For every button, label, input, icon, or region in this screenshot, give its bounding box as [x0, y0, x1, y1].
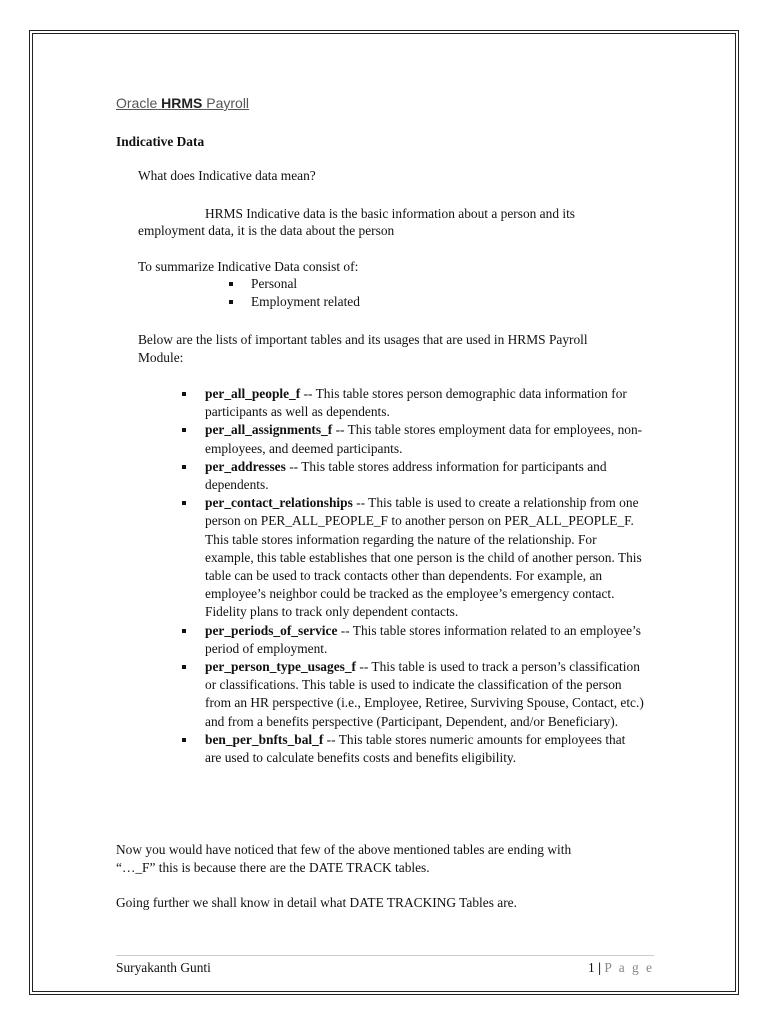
- answer-line-2: employment data, it is the data about the person: [138, 223, 395, 238]
- page-number: 1: [588, 960, 595, 975]
- table-name: per_contact_relationships: [205, 495, 353, 511]
- table-desc: -- This table stores numeric amounts for employees that are used to calculate benefits costs and benefits eligibility.: [205, 731, 626, 766]
- table-desc: -- This table stores person demographic data information for participants as well as dependents.: [205, 386, 627, 420]
- table-desc: -- This table stores information related to an employee’s period of employment.: [205, 622, 641, 656]
- footer-divider: [116, 955, 654, 956]
- document-header: [116, 95, 249, 111]
- table-item: [205, 458, 645, 494]
- table-name: per_addresses: [205, 458, 286, 474]
- table-desc: -- This table is used to track a person’s classification or classifications. This table is used to indicate the classification of the person from an HR perspective (i.e., Employee, Retiree, Surviving Spouse, Contact, etc.) and from a benefits perspective (Participant, Dependent, and/or Beneficiary).: [205, 659, 644, 729]
- table-desc: -- This table stores address information for participants and dependents.: [205, 458, 607, 493]
- table-name: ben_per_bnfts_bal_f: [205, 731, 324, 747]
- table-desc: -- This table stores employment data for employees, non-employees, and deemed participants.: [205, 422, 643, 456]
- table-desc: -- This table is used to create a relationship from one person on PER_ALL_PEOPLE_F to another person on PER_ALL_PEOPLE_F. This table stores information regarding the nature of the relationship. For example, this table establishes that one person is the child of another person. This table can be used to track contacts other than dependents. For example, an employee’s neighbor could be tracked as the employee’s emergency contact. Fidelity plans to track only dependent contacts.: [205, 495, 642, 620]
- page-separator: |: [598, 960, 602, 975]
- header-prefix: Oracle: [116, 95, 158, 111]
- footer-author: Suryakanth Gunti: [116, 960, 211, 975]
- table-item: [205, 385, 645, 421]
- header-bold: HRMS: [161, 95, 203, 111]
- tables-intro-line-2: Module:: [138, 350, 184, 365]
- summary-list: [229, 275, 360, 311]
- table-name: per_person_type_usages_f: [205, 659, 357, 675]
- summary-intro: To summarize Indicative Data consist of:: [138, 259, 359, 274]
- table-item: [205, 494, 645, 621]
- table-item: [205, 622, 645, 658]
- answer-line-1: HRMS Indicative data is the basic information about a person and its: [205, 206, 576, 221]
- closing-text: Going further we shall know in detail what DATE TRACKING Tables are.: [116, 895, 517, 910]
- table-item: [205, 731, 645, 767]
- table-name: per_all_assignments_f: [205, 422, 333, 438]
- list-item: Personal: [229, 275, 360, 293]
- header-suffix: Payroll: [206, 95, 250, 111]
- table-name: per_all_people_f: [205, 386, 301, 401]
- section-title: Indicative Data: [116, 134, 205, 149]
- page-word: P a g e: [604, 960, 654, 975]
- question-text: What does Indicative data mean?: [138, 168, 316, 183]
- table-name: per_periods_of_service: [205, 622, 338, 638]
- tables-list: [205, 385, 645, 767]
- list-item: Employment related: [229, 293, 360, 311]
- note-line-1: Now you would have noticed that few of the above mentioned tables are ending with: [116, 842, 572, 857]
- footer-page: [560, 960, 654, 976]
- note-line-2: “…_F” this is because there are the DATE TRACK tables.: [116, 860, 430, 875]
- table-item: [205, 658, 645, 731]
- tables-intro-line-1: Below are the lists of important tables and its usages that are used in HRMS Payroll: [138, 332, 588, 347]
- table-item: [205, 421, 645, 457]
